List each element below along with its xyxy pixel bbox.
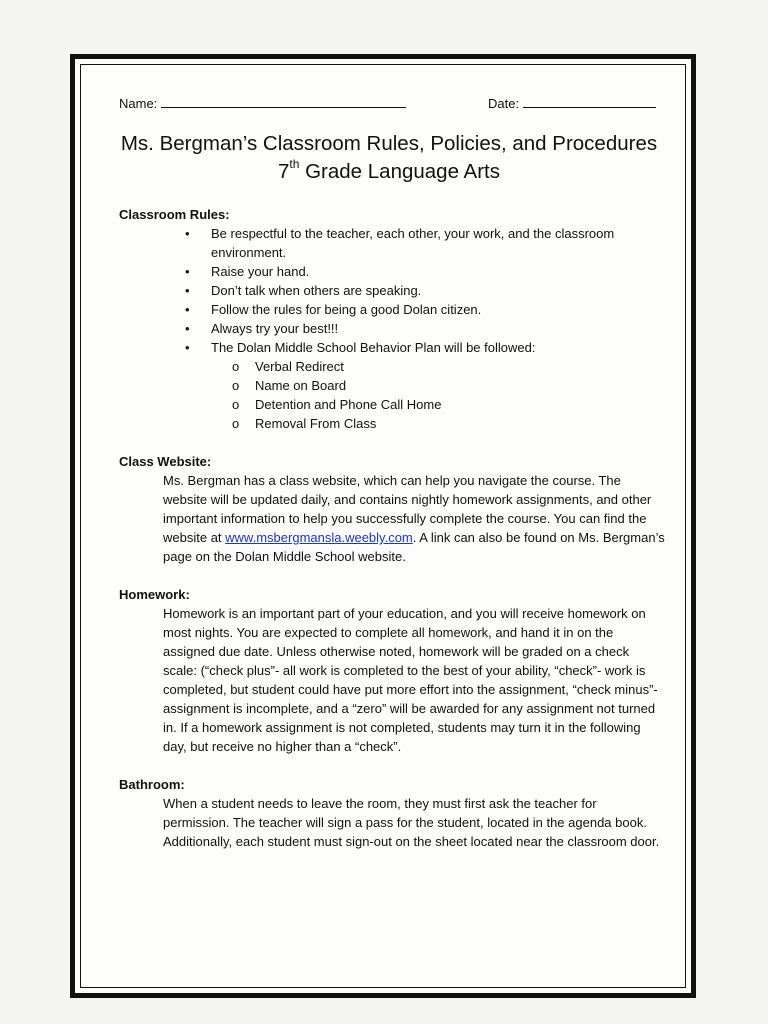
- behavior-plan-list: [119, 357, 659, 433]
- bullet-icon: •: [185, 264, 190, 279]
- title-line-1: Ms. Bergman’s Classroom Rules, Policies, and Procedures: [120, 132, 658, 155]
- circle-bullet-icon: o: [232, 397, 240, 412]
- bullet-icon: •: [185, 340, 190, 355]
- rules-list: [119, 224, 659, 357]
- bullet-icon: •: [185, 226, 190, 241]
- grade-suffix: th: [289, 157, 300, 172]
- list-item: o Verbal Redirect: [232, 359, 344, 374]
- grade-number: 7: [277, 160, 290, 183]
- name-label: Name:: [119, 96, 158, 111]
- title-line-2: [119, 158, 659, 186]
- header-row: [119, 94, 659, 113]
- circle-bullet-icon: o: [232, 416, 240, 431]
- website-paragraph: Ms. Bergman has a class website, which can help you navigate the course. The website will be updated daily, and contains nightly homework assignments, and other important information to help you successfully complete the course. You can find the website at www.msbergmansla.weebly.com. A link can also be found on Ms. Bergman’s page on the Dolan Middle School website.: [163, 473, 665, 564]
- circle-bullet-icon: o: [232, 378, 240, 393]
- list-item: • Raise your hand.: [185, 264, 310, 279]
- date-label: Date:: [488, 96, 520, 111]
- list-item: • The Dolan Middle School Behavior Plan will be followed:: [185, 340, 536, 355]
- list-item: • Follow the rules for being a good Dolan citizen.: [185, 302, 482, 317]
- grade-subject: Grade Language Arts: [299, 160, 500, 183]
- name-field: [119, 94, 406, 113]
- homework-heading: Homework:: [119, 587, 190, 602]
- bullet-icon: •: [185, 283, 190, 298]
- bathroom-paragraph: When a student needs to leave the room, they must first ask the teacher for permission. The teacher will sign a pass for the student, located in the agenda book. Additionally, each student must sign-out on the sheet located near the classroom door.: [163, 796, 660, 849]
- list-item: o Removal From Class: [232, 416, 377, 431]
- homework-paragraph: Homework is an important part of your education, and you will receive homework on most nights. You are expected to complete all homework, and hand it in on the assigned due date. Unless otherwise noted, homework will be graded on a check scale: (“check plus”- all work is completed to the best of your ability, “check”- work is completed, but student could have put more effort into the assignment, “check minus”- assignment is incomplete, and a “zero” will be awarded for any assignment not turned in. If a homework assignment is not completed, students may turn it in the following day, but receive no higher than a “check”.: [163, 606, 658, 754]
- name-blank-line: [161, 94, 406, 108]
- bullet-icon: •: [185, 302, 190, 317]
- document-page: [70, 54, 696, 998]
- list-item: o Name on Board: [232, 378, 347, 393]
- bullet-icon: •: [185, 321, 190, 336]
- circle-bullet-icon: o: [232, 359, 240, 374]
- website-heading: Class Website:: [119, 454, 212, 469]
- document-content: [119, 94, 665, 851]
- list-item: • Be respectful to the teacher, each other, your work, and the classroom environment.: [185, 226, 615, 260]
- list-item: o Detention and Phone Call Home: [232, 397, 442, 412]
- rules-heading: Classroom Rules:: [119, 207, 230, 222]
- list-item: • Don’t talk when others are speaking.: [185, 283, 422, 298]
- page-title: [119, 130, 659, 186]
- bathroom-heading: Bathroom:: [119, 777, 185, 792]
- date-field: [488, 94, 656, 113]
- date-blank-line: [523, 94, 656, 108]
- class-website-link[interactable]: www.msbergmansla.weebly.com: [225, 530, 413, 545]
- list-item: • Always try your best!!!: [185, 321, 339, 336]
